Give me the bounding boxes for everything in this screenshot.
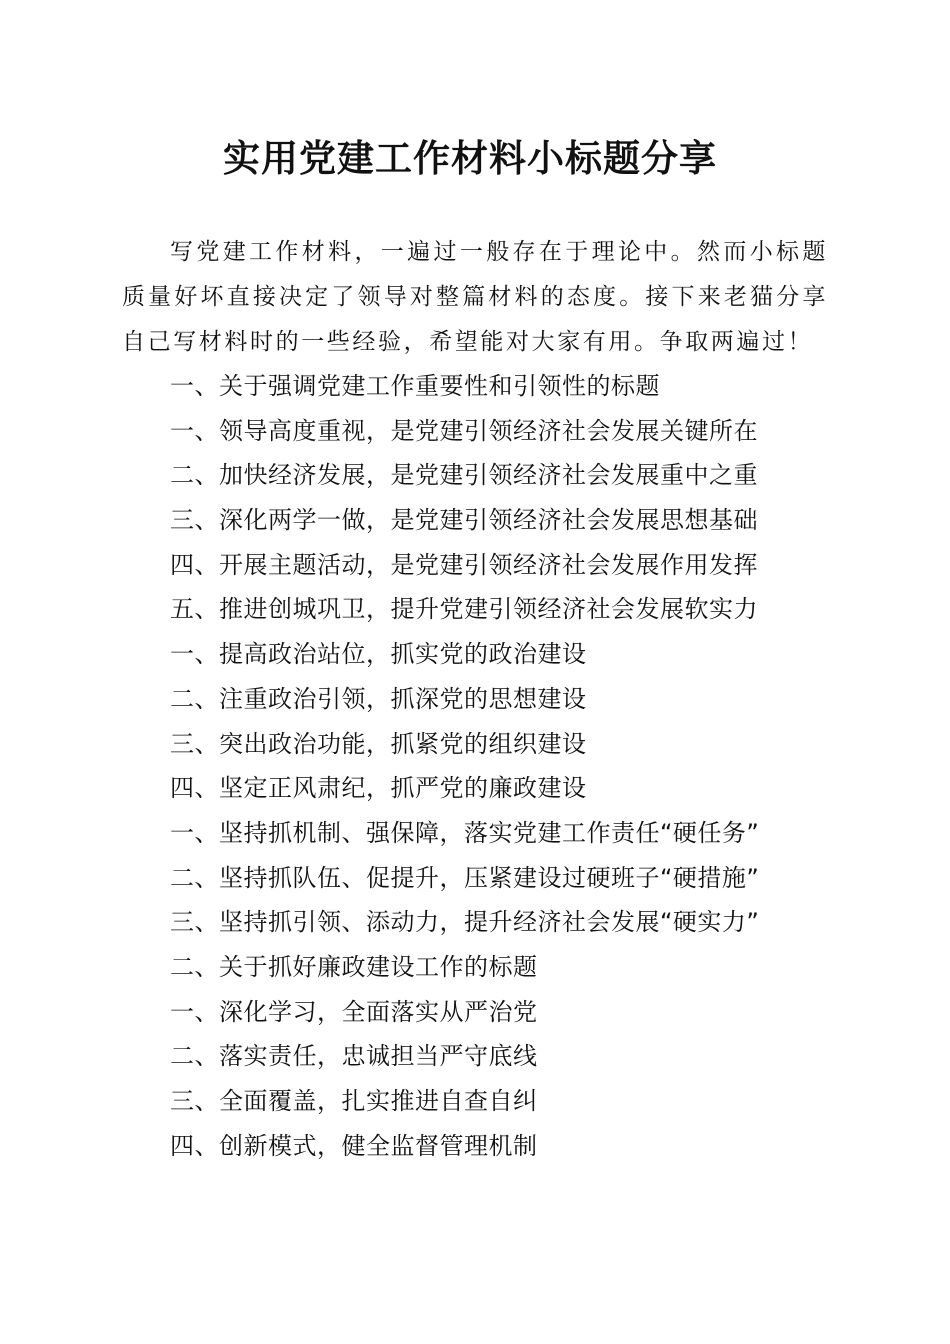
list-item: 四、创新模式，健全监督管理机制 xyxy=(170,1131,538,1160)
list-item: 一、坚持抓机制、强保障，落实党建工作责任“硬任务” xyxy=(170,818,760,847)
list-item: 四、坚定正风肃纪，抓严党的廉政建设 xyxy=(170,774,587,803)
heading-list xyxy=(170,364,850,1168)
list-item: 一、关于强调党建工作重要性和引领性的标题 xyxy=(170,372,660,400)
list-item: 二、坚持抓队伍、促提升，压紧建设过硬班子“硬措施” xyxy=(170,863,760,892)
list-item: 一、领导高度重视，是党建引领经济社会发展关键所在 xyxy=(170,416,758,445)
list-item: 一、提高政治站位，抓实党的政治建设 xyxy=(170,640,587,669)
list-item: 三、突出政治功能，抓紧党的组织建设 xyxy=(170,729,587,758)
list-item: 二、注重政治引领，抓深党的思想建设 xyxy=(170,684,587,713)
list-item: 二、加快经济发展，是党建引领经济社会发展重中之重 xyxy=(170,461,758,490)
list-item: 三、坚持抓引领、添动力，提升经济社会发展“硬实力” xyxy=(170,908,760,937)
list-item: 五、推进创城巩卫，提升党建引领经济社会发展软实力 xyxy=(170,595,758,624)
list-item: 二、落实责任，忠诚担当严守底线 xyxy=(170,1042,538,1071)
list-item: 三、深化两学一做，是党建引领经济社会发展思想基础 xyxy=(170,506,758,535)
list-item: 四、开展主题活动，是党建引领经济社会发展作用发挥 xyxy=(170,550,758,579)
document-title: 实用党建工作材料小标题分享 xyxy=(223,136,717,180)
list-item: 二、关于抓好廉政建设工作的标题 xyxy=(170,952,538,981)
list-item: 三、全面覆盖，扎实推进自查自纠 xyxy=(170,1087,538,1115)
list-item: 一、深化学习，全面落实从严治党 xyxy=(170,997,538,1026)
intro-paragraph: 写党建工作材料，一遍过一般存在于理论中。然而小标题质量好坏直接决定了领导对整篇材料的态度。接下来老猫分享自己写材料时的一些经验，希望能对大家有用。争取两遍过！ xyxy=(122,239,828,355)
